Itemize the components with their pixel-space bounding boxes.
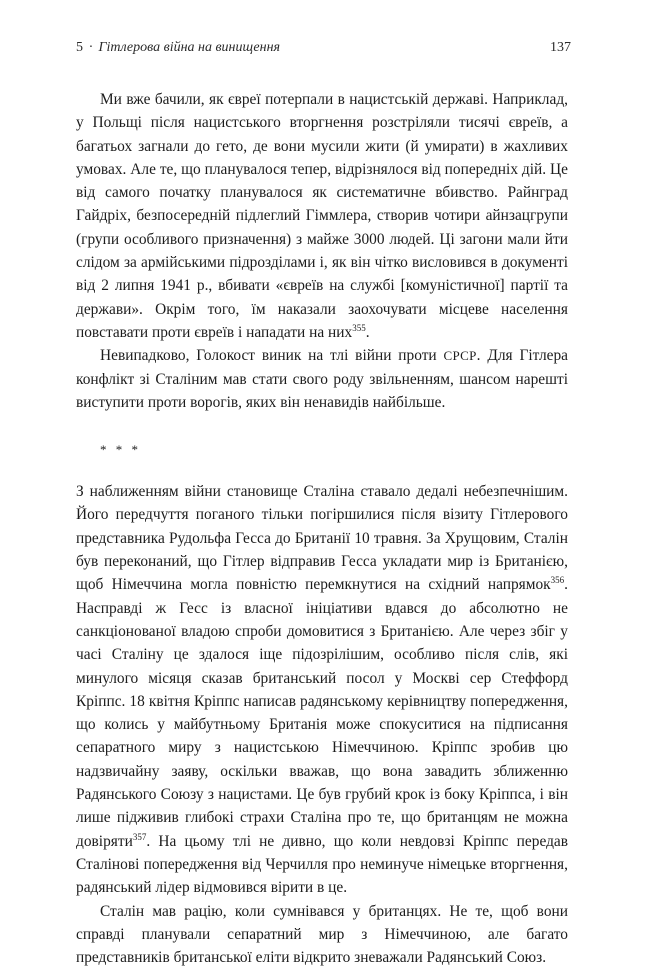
paragraph	[76, 344, 568, 414]
running-header	[76, 40, 571, 56]
paragraph-text: Сталін мав рацію, коли сумнівався у британцях. Не те, щоб вони справді планували сепаратний мир з Німеччиною, але багато представників британської еліти відкрито зневажали Радянський Союз.	[76, 902, 568, 967]
footnote-ref: 356	[550, 575, 565, 586]
paragraph-text: . Насправді ж Гесс із власної ініціативи вдався до абсолютно не санкціонованої владою спроби домовитися з Британією. Але через збіг у часі Сталіну це здалося іще підозрілішим, особливо після слів, які минулого місяця сказав британський посол у Москві сер Стеффорд Кріппс. 18 квітня Кріппс написав радянському керівництву попередження, що колись у майбутньому Британія може спокуситися на підписання сепаратного миру з нацистською Німеччиною. Кріппс зробив цю надзвичайну заяву, оскільки вважав, що вона завадить зближенню Радянського Союзу з нацистами. Це був грубий крок із боку Кріппса, і він лише підживив глибокі страхи Сталіна про те, що британцям не можна довіряти	[76, 576, 568, 850]
paragraph: Ми вже бачили, як євреї потерпали в нацистській державі. Наприклад, у Польщі після нацистського вторгнення розстріляли тисячі євреїв, а багатьох загнали до гето, де вони мусили жити (й умирати) в жахливих умовах. Але те, що планувалося тепер, відрізнялося від попередніх дій. Це від самого початку планувалося як систематичне вбивство. Райнград Гайдріх, безпосередній підлеглий Гіммлера, створив чотири айнзацгрупи (групи особливого призначення) з майже 3000 людей. Ці загони мали йти слідом за армійськими підрозділами і, як він чітко висловився в документі від 2 липня 1941 р., вбивати «євреїв на службі [комуністичної] партії та держави». Окрім того, їм наказали заохочувати місцеве населення повставати проти євреїв і нападати на них$^{355}$.	[76, 91, 568, 341]
chapter-number: 5	[76, 40, 83, 55]
chapter-title: Гітлерова війна на винищення	[98, 40, 281, 55]
paragraph	[76, 900, 568, 970]
paragraph-text: Ми вже бачили, як євреї потерпали в нацистській державі. Наприклад, у Польщі після нацистського вторгнення розстріляли тисячі євреїв, а багатьох загнали до гето, де вони мусили жити (й умирати) в жахливих умовах. Але те, що планувалося тепер, відрізнялося від попередніх дій. Це від самого початку планувалося як систематичне вбивство. Райнград Гайдріх, безпосередній підлеглий Гіммлера, створив чотири айнзацгрупи (групи особливого призначення) з майже 3000 людей. Ці загони мали йти слідом за армійськими підрозділами і, як він чітко висловився в документі від 2 липня 1941 р., вбивати «євреїв на службі [комуністичної] партії та держави». Окрім того, їм наказали заохочувати місцеве населення повставати проти євреїв і нападати на них	[76, 91, 568, 341]
paragraph-text: . Для Гітлера конфлікт зі Сталіним мав стати свого роду звільненням, шансом нарешті виступити проти ворогів, яких він ненавидів найбільше.	[76, 347, 569, 411]
footnote-ref: 355	[352, 322, 366, 333]
section-break: * * *	[100, 442, 141, 458]
paragraph-text: З наближенням війни становище Сталіна ставало дедалі небезпечнішим. Його передчуття поганого тільки погіршилися після візиту Гітлерового представника Рудольфа Гесса до Британії 10 травня. За Хрущовим, Сталін був переконаний, що Гітлер відправив Гесса укладати мир із Британією, щоб Німеччина могла повністю перемкнутися на східний напрямок	[76, 483, 568, 594]
footnote-ref: 357	[132, 831, 147, 842]
paragraph	[76, 480, 568, 899]
small-caps-text: СРСР	[443, 348, 477, 364]
body-text	[76, 88, 568, 969]
page-number: 137	[550, 40, 571, 55]
header-separator: ·	[89, 40, 93, 55]
paragraph-text: . На цьому тлі не дивно, що коли невдовзі Кріппс передав Сталінові попередження від Черчилля про неминуче німецьке вторгнення, радянський лідер відмовився вірити в це.	[76, 832, 568, 897]
chapter-heading	[76, 40, 280, 56]
paragraph-text: Невипадково, Голокост виник на тлі війни проти	[100, 347, 444, 365]
